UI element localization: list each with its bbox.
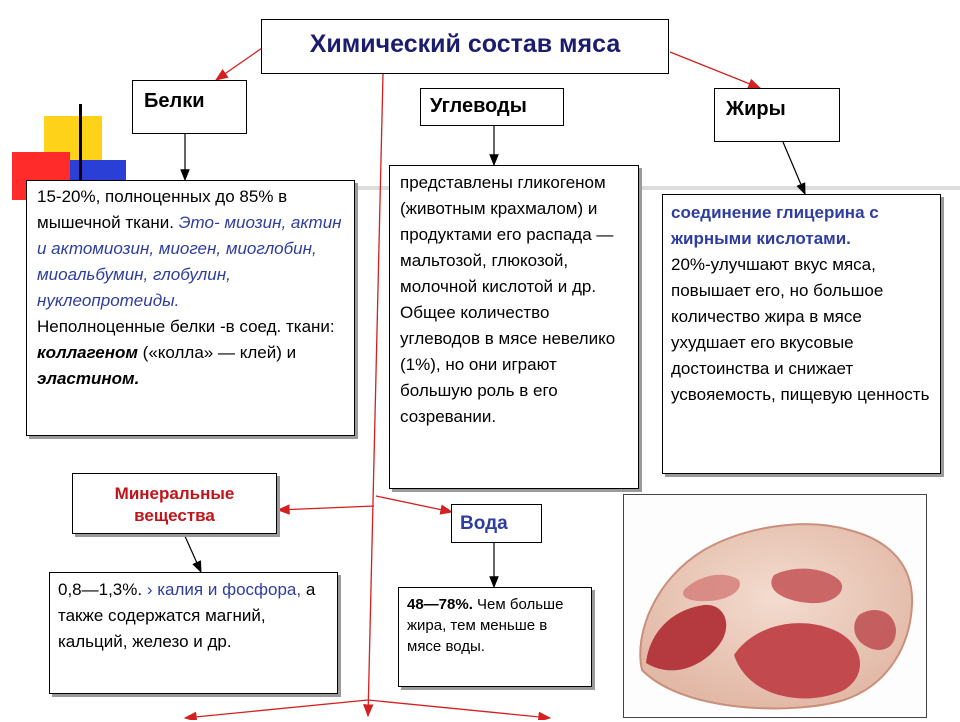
proteins-box: [26, 180, 355, 436]
minerals-header: Минеральные вещества: [114, 484, 235, 525]
arrow-title-to-fats: [670, 52, 760, 88]
collagen-term: коллагеном: [37, 343, 138, 362]
trunk-line: [368, 74, 383, 716]
proteins-main: 15-20%, полноценных до 85% в мышечной ткани.: [37, 187, 288, 232]
proteins-collagen-note: («колла» — клей) и: [142, 343, 297, 362]
title-box: [261, 19, 669, 74]
page-title: Химический состав мяса: [309, 30, 621, 58]
water-text: [407, 594, 585, 657]
proteins-text: [37, 184, 346, 392]
fats-header: Жиры: [726, 98, 786, 120]
carbs-header: Углеводы: [430, 95, 527, 117]
minerals-percent: 0,8—1,3%.: [58, 580, 143, 599]
fats-header-box: [714, 88, 840, 142]
proteins-incomplete: Неполноценные белки -в соед. ткани:: [37, 317, 335, 336]
fats-box: [662, 194, 941, 474]
arrow-title-to-proteins: [216, 48, 262, 80]
proteins-header: Белки: [144, 90, 205, 112]
arrow-bottom-left: [185, 700, 368, 718]
minerals-text: [58, 577, 329, 655]
water-box: [398, 587, 592, 687]
water-body: Чем больше жира, тем меньше в мясе воды.: [407, 596, 564, 655]
water-header-box: [451, 504, 542, 543]
minerals-box: [49, 572, 338, 694]
minerals-header-box: [72, 473, 277, 534]
minerals-arrow-glyph: ›: [146, 580, 153, 599]
fats-body: 20%-улучшают вкус мяса, повышает его, но большое количество жира в мясе ухудшает его вкусовые достоинства и снижает усвояемость, пищевую ценность: [671, 255, 930, 404]
elastin-term: эластином.: [37, 369, 140, 388]
fats-highlight: соединение глицерина с жирными кислотами.: [671, 203, 879, 248]
water-header: Вода: [460, 513, 508, 534]
proteins-list: Это- миозин, актин и актомиозин, миоген, миоглобин, миоальбумин, глобулин, нуклеопротеиды.: [37, 213, 342, 310]
arrow-to-minerals: [278, 506, 374, 510]
meat-photo: [624, 495, 926, 717]
carbs-text: представлены гликогеном (животным крахмалом) и продуктами его распада — мальтозой, глюкозой, молочной кислотой и др. Общее количество углеводов в мясе невелико (1%), но они играют большую роль в его созревании.: [400, 173, 616, 426]
proteins-header-box: [132, 80, 247, 134]
carbs-header-box: [420, 88, 564, 126]
arrow-minerals-down: [184, 534, 201, 572]
water-percent: 48—78%.: [407, 596, 473, 613]
fats-text: [671, 200, 932, 408]
meat-photo-frame: [623, 494, 927, 718]
minerals-rest: а также содержатся магний, кальций, железо и др.: [58, 580, 316, 651]
arrow-bottom-right: [368, 700, 550, 718]
carbs-box: [389, 165, 639, 489]
arrow-fats-down: [783, 142, 805, 194]
minerals-blue: калия и фосфора,: [157, 580, 302, 599]
arrow-to-water: [376, 496, 452, 512]
